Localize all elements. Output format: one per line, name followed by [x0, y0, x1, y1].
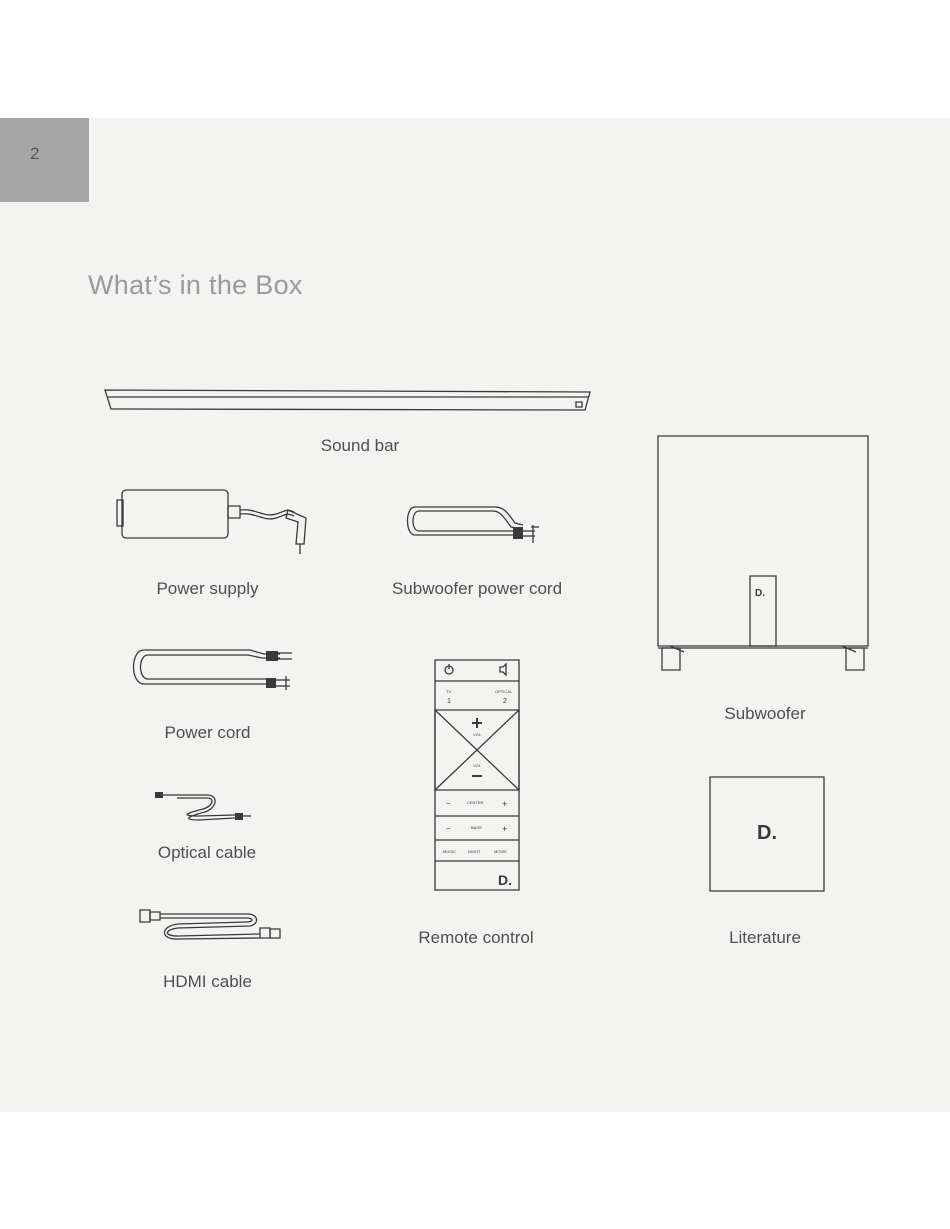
optical-cable-illustration	[155, 788, 255, 824]
remote-tv-number: 1	[447, 698, 451, 705]
remote-control-illustration	[434, 659, 520, 891]
remote-vol-down-label: VOL	[473, 763, 482, 768]
subwoofer-illustration	[656, 434, 870, 674]
remote-movie-label: MOVIE	[494, 849, 507, 854]
remote-center-label: CENTER	[467, 800, 484, 805]
page-number-tab	[0, 118, 89, 202]
remote-music-label: MUSIC	[443, 849, 456, 854]
subwoofer-logo: D.	[755, 588, 765, 599]
power-supply-illustration	[116, 488, 311, 558]
svg-text:−: −	[446, 824, 451, 833]
remote-bass-label: BASS	[471, 825, 482, 830]
subwoofer-power-cord-label: Subwoofer power cord	[391, 579, 563, 598]
remote-tv-label: TV	[446, 689, 452, 694]
svg-text:+: +	[502, 824, 508, 834]
subwoofer-label: Subwoofer	[724, 704, 806, 723]
remote-logo: D.	[498, 872, 512, 888]
power-cord-label: Power cord	[164, 723, 251, 742]
remote-vol-up-label: VOL	[473, 732, 482, 737]
power-supply-label: Power supply	[156, 579, 259, 598]
sound-bar-label: Sound bar	[320, 436, 400, 455]
power-cord-illustration	[130, 648, 300, 693]
subwoofer-power-cord-illustration	[405, 505, 547, 547]
svg-text:+: +	[502, 799, 508, 809]
remote-optical-label: OPTICAL	[495, 689, 513, 694]
page-title: What’s in the Box	[88, 270, 303, 300]
literature-logo: D.	[757, 822, 777, 844]
sound-bar-illustration	[104, 388, 592, 414]
remote-optical-number: 2	[503, 698, 507, 705]
page-number: 2	[30, 144, 40, 163]
hdmi-cable-label: HDMI cable	[163, 972, 252, 991]
literature-label: Literature	[729, 928, 801, 947]
svg-text:−: −	[446, 799, 451, 808]
remote-control-label: Remote control	[418, 928, 534, 947]
remote-night-label: NIGHT	[468, 849, 481, 854]
hdmi-cable-illustration	[138, 904, 283, 940]
literature-illustration	[708, 775, 826, 893]
optical-cable-label: Optical cable	[157, 843, 257, 862]
